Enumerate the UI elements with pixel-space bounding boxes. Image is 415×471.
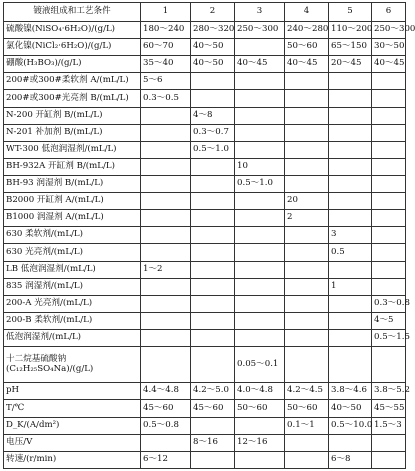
table-row bbox=[4, 90, 406, 107]
cell-value bbox=[141, 227, 191, 244]
table-body bbox=[4, 22, 415, 469]
cell-value: 8～16 bbox=[191, 434, 235, 451]
row-label: LB 低泡润湿剂/(mL/L) bbox=[4, 261, 141, 278]
cell-value bbox=[285, 90, 329, 107]
cell-value: 4.0～4.8 bbox=[235, 383, 285, 400]
cell-value bbox=[235, 312, 285, 329]
cell-value bbox=[235, 39, 285, 56]
cell-value bbox=[285, 107, 329, 124]
cell-value bbox=[235, 244, 285, 261]
cell-value bbox=[285, 295, 329, 312]
cell-value bbox=[141, 434, 191, 451]
cell-value bbox=[191, 227, 235, 244]
cell-value bbox=[329, 210, 372, 227]
cell-value bbox=[191, 193, 235, 210]
row-label: B1000 润湿剂 A/(mL/L) bbox=[4, 210, 141, 227]
cell-value bbox=[329, 107, 372, 124]
row-label: BH-932A 开缸剂 B/(mL/L) bbox=[4, 158, 141, 175]
cell-value bbox=[329, 124, 372, 141]
cell-value: 0.3～0.5 bbox=[141, 90, 191, 107]
table-row bbox=[4, 193, 406, 210]
cell-value: 0.5～1.5 bbox=[372, 329, 406, 346]
row-label: 低泡润湿剂/(mL/L) bbox=[4, 329, 141, 346]
cell-value bbox=[191, 175, 235, 192]
row-label: N-201 补加剂 B/(mL/L) bbox=[4, 124, 141, 141]
cell-value: 40～50 bbox=[191, 56, 235, 73]
cell-value bbox=[191, 417, 235, 434]
header-cell-6: 6 bbox=[372, 3, 406, 22]
cell-value bbox=[141, 329, 191, 346]
cell-value: 0.05～0.1 bbox=[235, 347, 285, 383]
cell-value: 4.2～5.0 bbox=[191, 383, 235, 400]
cell-value bbox=[191, 261, 235, 278]
row-label: 硼酸(H₃BO₃)/(g/L) bbox=[4, 56, 141, 73]
cell-value: 250～300 bbox=[372, 22, 406, 39]
header-cell-2: 2 bbox=[191, 3, 235, 22]
table-row bbox=[4, 39, 406, 56]
row-label: 电压/V bbox=[4, 434, 141, 451]
cell-value: 40～50 bbox=[329, 400, 372, 417]
table-row bbox=[4, 383, 406, 400]
table-row bbox=[4, 347, 406, 383]
cell-value bbox=[372, 90, 406, 107]
table-row bbox=[4, 141, 406, 158]
cell-value bbox=[141, 295, 191, 312]
cell-value bbox=[329, 295, 372, 312]
table-row bbox=[4, 107, 406, 124]
cell-value bbox=[191, 329, 235, 346]
cell-value bbox=[235, 124, 285, 141]
cell-value bbox=[191, 90, 235, 107]
cell-value bbox=[235, 261, 285, 278]
cell-value bbox=[329, 434, 372, 451]
cell-value bbox=[235, 329, 285, 346]
cell-value bbox=[372, 141, 406, 158]
cell-value: 50～60 bbox=[285, 39, 329, 56]
cell-value: 0.3～0.8 bbox=[372, 295, 406, 312]
table-row bbox=[4, 417, 406, 434]
cell-value: 110～200 bbox=[329, 22, 372, 39]
header-cell-5: 5 bbox=[329, 3, 372, 22]
cell-value bbox=[329, 347, 372, 383]
row-label: 630 柔软剂/(mL/L) bbox=[4, 227, 141, 244]
cell-value: 5～6 bbox=[141, 73, 191, 90]
cell-value: 4.4～4.8 bbox=[141, 383, 191, 400]
row-label: 200#或300#光亮剂 B/(mL/L) bbox=[4, 90, 141, 107]
cell-value: 280～320 bbox=[191, 22, 235, 39]
header-cell-composition: 镀液组成和工艺条件 bbox=[4, 3, 141, 22]
cell-value: 0.5～0.8 bbox=[141, 417, 191, 434]
cell-value bbox=[285, 227, 329, 244]
cell-value bbox=[235, 73, 285, 90]
row-label: 转速/(r/min) bbox=[4, 451, 141, 468]
cell-value: 0.5 bbox=[329, 244, 372, 261]
cell-value bbox=[141, 210, 191, 227]
cell-value: 3 bbox=[329, 227, 372, 244]
cell-value bbox=[285, 261, 329, 278]
cell-value: 180～240 bbox=[141, 22, 191, 39]
header-cell-3: 3 bbox=[235, 3, 285, 22]
row-label: 氯化镍(NiCl₂·6H₂O)/(g/L) bbox=[4, 39, 141, 56]
table-row bbox=[4, 124, 406, 141]
table-row bbox=[4, 22, 406, 39]
cell-value bbox=[329, 73, 372, 90]
cell-value bbox=[141, 312, 191, 329]
cell-value bbox=[285, 347, 329, 383]
cell-value bbox=[372, 73, 406, 90]
cell-value bbox=[235, 193, 285, 210]
cell-value bbox=[141, 278, 191, 295]
cell-value bbox=[372, 158, 406, 175]
cell-value bbox=[285, 312, 329, 329]
cell-value bbox=[329, 90, 372, 107]
row-label: N-200 开缸剂 B/(mL/L) bbox=[4, 107, 141, 124]
cell-value bbox=[235, 107, 285, 124]
cell-value bbox=[191, 312, 235, 329]
row-label: 630 光亮剂/(mL/L) bbox=[4, 244, 141, 261]
cell-value: 20 bbox=[285, 193, 329, 210]
header-cell-1: 1 bbox=[141, 3, 191, 22]
cell-value bbox=[141, 124, 191, 141]
row-label: 硫酸镍(NiSO₄·6H₂O)/(g/L) bbox=[4, 22, 141, 39]
cell-value bbox=[329, 158, 372, 175]
cell-value bbox=[141, 107, 191, 124]
cell-value bbox=[329, 261, 372, 278]
cell-value bbox=[141, 141, 191, 158]
cell-value: 1 bbox=[329, 278, 372, 295]
row-label: 200#或300#柔软剂 A/(mL/L) bbox=[4, 73, 141, 90]
plating-conditions-table bbox=[3, 2, 415, 469]
cell-value bbox=[235, 278, 285, 295]
cell-value: 3.8～4.6 bbox=[329, 383, 372, 400]
cell-value bbox=[372, 107, 406, 124]
row-label: D_K/(A/dm²) bbox=[4, 417, 141, 434]
cell-value: 40～45 bbox=[372, 56, 406, 73]
cell-value bbox=[285, 244, 329, 261]
cell-value: 10 bbox=[235, 158, 285, 175]
cell-value bbox=[372, 227, 406, 244]
row-label: T/℃ bbox=[4, 400, 141, 417]
cell-value: 65～150 bbox=[329, 39, 372, 56]
cell-value: 4～8 bbox=[191, 107, 235, 124]
cell-value: 0.5～1.0 bbox=[191, 141, 235, 158]
table-row bbox=[4, 261, 406, 278]
cell-value bbox=[329, 141, 372, 158]
cell-value bbox=[235, 90, 285, 107]
cell-value bbox=[191, 73, 235, 90]
row-label: B2000 开缸剂 A/(mL/L) bbox=[4, 193, 141, 210]
cell-value bbox=[285, 158, 329, 175]
cell-value bbox=[191, 278, 235, 295]
cell-value bbox=[235, 227, 285, 244]
cell-value: 0.3～0.7 bbox=[191, 124, 235, 141]
cell-value bbox=[141, 193, 191, 210]
cell-value: 0.5～10.0 bbox=[329, 417, 372, 434]
table-row bbox=[4, 56, 406, 73]
cell-value bbox=[235, 295, 285, 312]
table-row bbox=[4, 451, 406, 468]
cell-value: 45～60 bbox=[141, 400, 191, 417]
table-row bbox=[4, 244, 406, 261]
cell-value bbox=[372, 261, 406, 278]
cell-value bbox=[372, 347, 406, 383]
cell-value: 1～2 bbox=[141, 261, 191, 278]
cell-value bbox=[285, 434, 329, 451]
cell-value bbox=[372, 193, 406, 210]
row-label: 835 润湿剂/(mL/L) bbox=[4, 278, 141, 295]
cell-value bbox=[285, 451, 329, 468]
cell-value bbox=[141, 244, 191, 261]
cell-value bbox=[191, 158, 235, 175]
cell-value: 40～50 bbox=[191, 39, 235, 56]
cell-value: 250～300 bbox=[235, 22, 285, 39]
cell-value: 2 bbox=[285, 210, 329, 227]
table-row bbox=[4, 158, 406, 175]
cell-value bbox=[285, 175, 329, 192]
cell-value bbox=[329, 193, 372, 210]
cell-value bbox=[329, 312, 372, 329]
table-row bbox=[4, 278, 406, 295]
cell-value: 0.1～1 bbox=[285, 417, 329, 434]
row-label: 200-A 光亮剂/(mL/L) bbox=[4, 295, 141, 312]
row-label: 十二烷基硫酸钠(C₁₂H₂₅SO₄Na)/(g/L) bbox=[4, 347, 141, 383]
table-row bbox=[4, 295, 406, 312]
cell-value: 6～8 bbox=[329, 451, 372, 468]
table-row bbox=[4, 175, 406, 192]
cell-value: 6～12 bbox=[141, 451, 191, 468]
cell-value: 60～70 bbox=[141, 39, 191, 56]
cell-value bbox=[235, 417, 285, 434]
cell-value: 4～5 bbox=[372, 312, 406, 329]
table-row bbox=[4, 400, 406, 417]
row-label: BH-93 润湿剂 B/(mL/L) bbox=[4, 175, 141, 192]
cell-value: 12～16 bbox=[235, 434, 285, 451]
cell-value: 4.2～4.5 bbox=[285, 383, 329, 400]
table-row bbox=[4, 227, 406, 244]
cell-value bbox=[285, 141, 329, 158]
cell-value bbox=[235, 141, 285, 158]
cell-value bbox=[285, 73, 329, 90]
row-label: WT-300 低泡润湿剂/(mL/L) bbox=[4, 141, 141, 158]
table-row bbox=[4, 434, 406, 451]
cell-value bbox=[372, 124, 406, 141]
cell-value bbox=[235, 451, 285, 468]
cell-value: 20～45 bbox=[329, 56, 372, 73]
cell-value bbox=[191, 451, 235, 468]
cell-value bbox=[372, 434, 406, 451]
cell-value bbox=[372, 278, 406, 295]
cell-value bbox=[141, 347, 191, 383]
table-row bbox=[4, 312, 406, 329]
table-row bbox=[4, 73, 406, 90]
table-row bbox=[4, 210, 406, 227]
table-row bbox=[4, 329, 406, 346]
cell-value bbox=[285, 124, 329, 141]
cell-value: 240～280 bbox=[285, 22, 329, 39]
cell-value bbox=[285, 278, 329, 295]
cell-value: 0.5～1.0 bbox=[235, 175, 285, 192]
cell-value: 45～60 bbox=[191, 400, 235, 417]
cell-value: 40～45 bbox=[235, 56, 285, 73]
cell-value: 35～40 bbox=[141, 56, 191, 73]
cell-value: 30～50 bbox=[372, 39, 406, 56]
cell-value bbox=[191, 244, 235, 261]
row-label: pH bbox=[4, 383, 141, 400]
cell-value: 40～45 bbox=[285, 56, 329, 73]
cell-value bbox=[191, 295, 235, 312]
cell-value: 45～55 bbox=[372, 400, 406, 417]
cell-value bbox=[141, 175, 191, 192]
cell-value bbox=[372, 451, 406, 468]
cell-value bbox=[329, 329, 372, 346]
cell-value bbox=[141, 158, 191, 175]
cell-value bbox=[235, 210, 285, 227]
cell-value bbox=[191, 210, 235, 227]
header-row bbox=[4, 3, 406, 22]
row-label: 200-B 柔软剂/(mL/L) bbox=[4, 312, 141, 329]
cell-value bbox=[329, 175, 372, 192]
cell-value bbox=[372, 210, 406, 227]
cell-value: 3.8～5.2 bbox=[372, 383, 406, 400]
cell-value bbox=[285, 329, 329, 346]
cell-value bbox=[372, 175, 406, 192]
header-cell-4: 4 bbox=[285, 3, 329, 22]
cell-value: 50～60 bbox=[285, 400, 329, 417]
cell-value: 1.5～3 bbox=[372, 417, 406, 434]
cell-value bbox=[372, 244, 406, 261]
cell-value: 50～60 bbox=[235, 400, 285, 417]
cell-value bbox=[191, 347, 235, 383]
